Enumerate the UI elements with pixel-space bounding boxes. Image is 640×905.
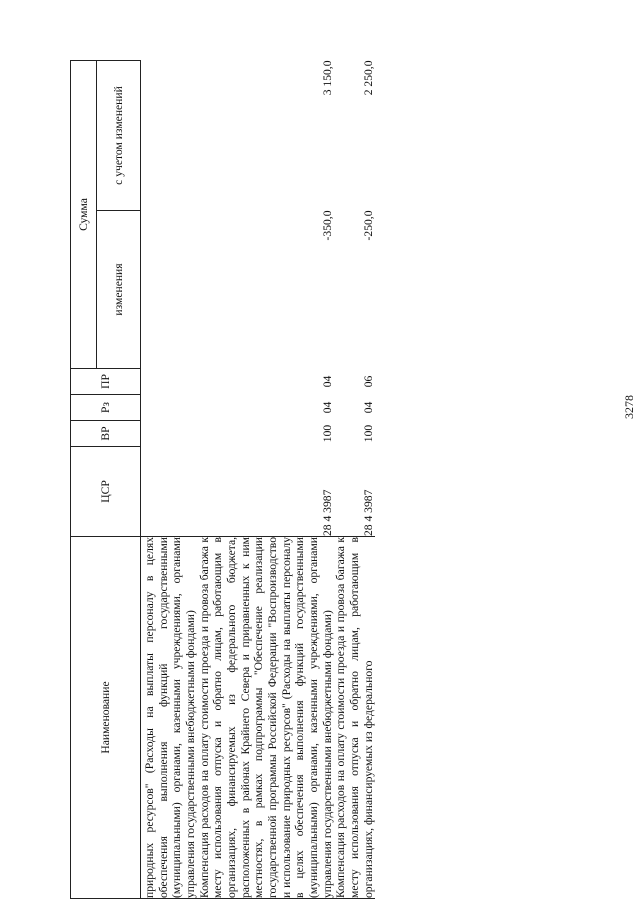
row-total: 3 150,0 [320,60,334,96]
col-header-rz: Рз [71,395,141,421]
col-header-with-change: с учетом изменений [97,61,141,211]
row-csr: 28 4 3987 [320,489,334,536]
row-change: -250,0 [361,210,375,241]
row-rz [141,395,198,421]
page-number: 3278 [622,395,636,419]
row-vr [141,421,198,447]
col-header-csr: ЦСР [71,447,141,537]
header-row-1 [71,61,97,899]
col-header-sum: Сумма [71,61,97,369]
row-name: Компенсация расходов на оплату стоимости проезда и провоза багажа к месту использования отпуска и обратно лицам, работающим в организациях, финансируемых из федерального [334,537,375,898]
table-row [334,61,375,899]
row-name: природных ресурсов" (Расходы на выплаты персоналу в целях обеспечения выполнения функций государственными (муниципальными) органами, казенными учреждениями, органами управления государственными внебюджетными фондами) [141,537,198,899]
row-csr: 28 4 3987 [361,489,375,536]
row-total: 2 250,0 [361,60,375,96]
row-change [141,211,198,369]
row-rz: 04 [361,401,375,414]
col-header-change: изменения [97,211,141,369]
table-row [141,61,198,899]
row-name: Компенсация расходов на оплату стоимости проезда и провоза багажа к месту использования отпуска и обратно лицам, работающим в организациях, финансируемых из федерального бюджета, расположенных в районах Крайнего Севера и приравненных к ним местностях, в рамках подпрограммы "Обеспечение реализации государственной программы Российской Федерации "Воспроизводство и использование природных ресурсов" (Расходы на выплаты персоналу в целях обеспечения выполнения функций государственными (муниципальными) органами, казенными учреждениями, органами управления государственными внебюджетными фондами) [197,537,334,898]
col-header-vr: ВР [71,421,141,447]
row-vr: 100 [361,424,375,443]
row-total [141,61,198,211]
row-pr: 06 [361,375,375,388]
budget-table [70,60,375,899]
col-header-name: Наименование [71,537,141,899]
row-change: -350,0 [320,210,334,241]
col-header-pr: ПР [71,369,141,395]
row-csr [141,447,198,537]
row-pr [141,369,198,395]
row-pr: 04 [320,375,334,388]
row-rz: 04 [320,401,334,414]
table-row [198,61,335,899]
row-vr: 100 [320,424,334,443]
